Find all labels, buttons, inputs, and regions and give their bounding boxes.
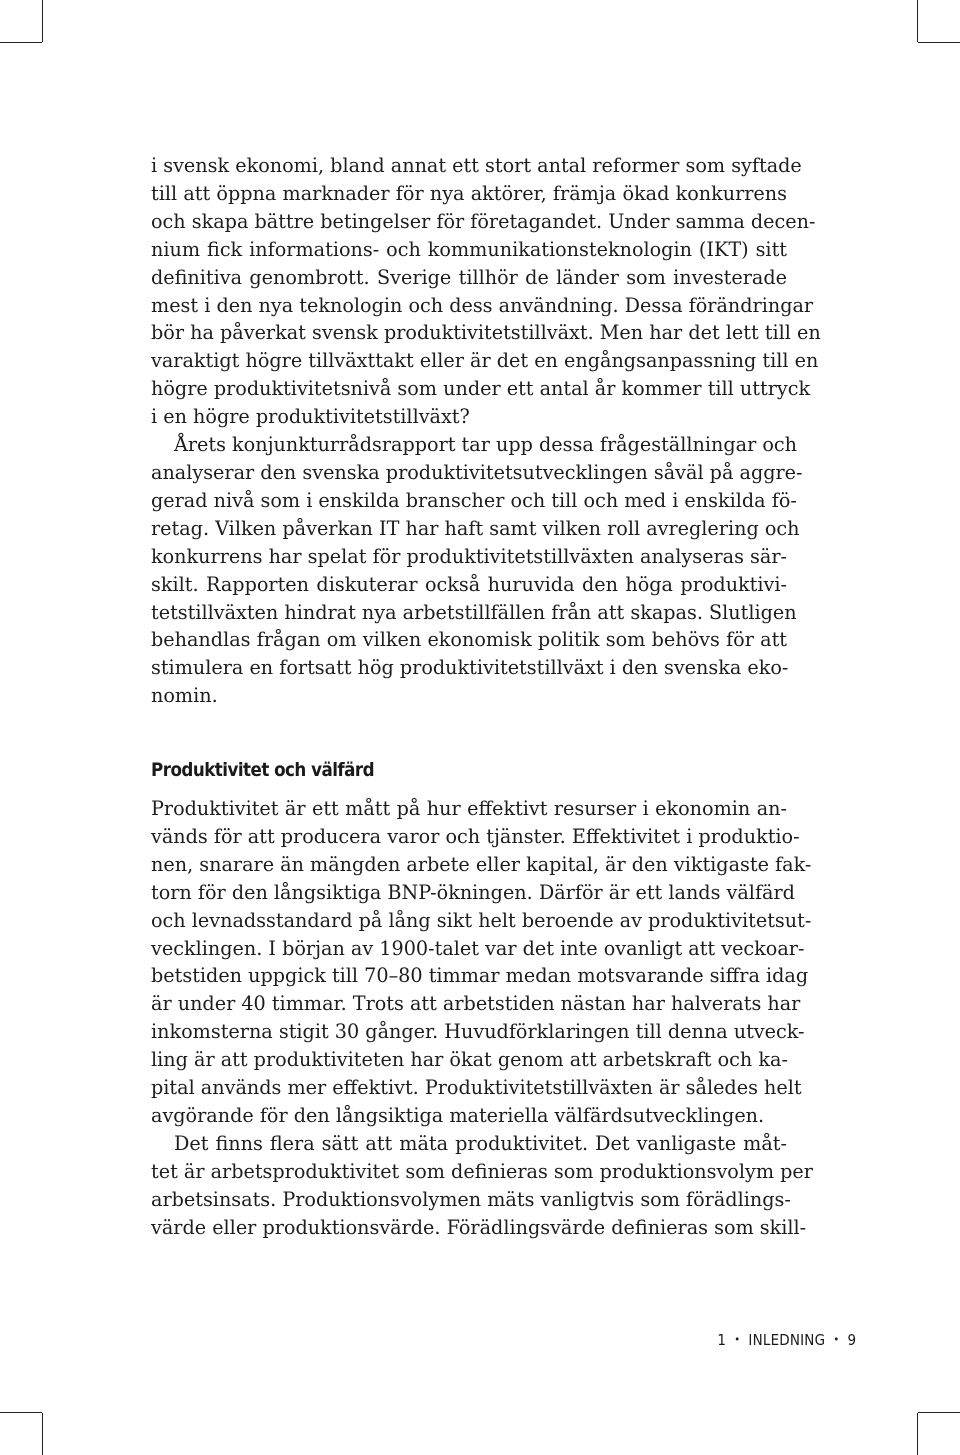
text-line: och levnadsstandard på lång sikt helt beroende av produktivitetsut- (151, 908, 812, 932)
text-line: behandlas frågan om vilken ekonomisk politik som behövs för att (151, 628, 787, 652)
chapter-title: INLEDNING (748, 1331, 825, 1349)
text-line: betstiden uppgick till 70–80 timmar medan motsvarande siffra idag (151, 964, 809, 988)
text-line: gerad nivå som i enskilda branscher och till och med i enskilda fö- (151, 488, 797, 512)
text-line: och skapa bättre betingelser för företagandet. Under samma decen- (151, 209, 816, 233)
section-heading: Produktivitet och välfärd (151, 759, 375, 781)
text-line: avgörande för den långsiktiga materiella välfärdsutvecklingen. (151, 1103, 765, 1127)
crop-mark-bottom-right (917, 1413, 918, 1455)
page-number: 9 (847, 1331, 856, 1349)
text-line: nium fick informations- och kommunikationsteknologin (IKT) sitt (151, 237, 787, 261)
text-line: Produktivitet är ett mått på hur effektivt resurser i ekonomin an- (151, 797, 787, 820)
chapter-number: 1 (717, 1331, 726, 1349)
text-line: högre produktivitetsnivå som under ett antal år kommer till uttryck (151, 377, 811, 401)
text-line: tetstillväxten hindrat nya arbetstillfällen från att skapas. Slutligen (151, 600, 797, 624)
text-line: skilt. Rapporten diskuterar också huruvida den höga produktivi- (151, 572, 787, 596)
text-line: definitiva genombrott. Sverige tillhör de länder som investerade (151, 265, 787, 289)
text-line: Det finns flera sätt att mäta produktivitet. Det vanligaste måt- (174, 1131, 787, 1155)
text-line: nomin. (151, 684, 218, 708)
body-text-continued (151, 152, 821, 710)
text-line: inkomsterna stigit 30 gånger. Huvudförklaringen till denna utveck- (151, 1020, 805, 1044)
text-line: vänds för att producera varor och tjänster. Effektivitet i produktio- (151, 824, 800, 848)
crop-mark-top-right (917, 0, 918, 42)
text-line: vecklingen. I början av 1900-talet var det inte ovanligt att veckoar- (151, 936, 805, 960)
text-line: konkurrens har spelat för produktivitetstillväxten analyseras sär- (151, 544, 787, 568)
text-line: retag. Vilken påverkan IT har haft samt vilken roll avreglering och (151, 516, 800, 540)
text-line: i svensk ekonomi, bland annat ett stort antal reformer som syftade (151, 154, 802, 177)
crop-mark-bottom-left (42, 1413, 43, 1455)
text-line: i en högre produktivitetstillväxt? (151, 405, 470, 429)
footer-separator: • (734, 1333, 741, 1346)
text-line: värde eller produktionsvärde. Förädlingsvärde definieras som skill- (151, 1215, 807, 1239)
text-line: analyserar den svenska produktivitetsutvecklingen såväl på aggre- (151, 460, 803, 484)
crop-mark-top-left (42, 0, 43, 42)
text-line: Årets konjunkturrådsrapport tar upp dessa frågeställningar och (174, 433, 797, 457)
text-line: tet är arbetsproduktivitet som definieras som produktionsvolym per (151, 1159, 813, 1183)
text-line: ling är att produktiviteten har ökat genom att arbetskraft och ka- (151, 1048, 788, 1072)
crop-mark-bottom-left (0, 1412, 42, 1413)
section-body-text (151, 795, 813, 1242)
page-footer (717, 1331, 856, 1349)
text-line: stimulera en fortsatt hög produktivitetstillväxt i den svenska eko- (151, 656, 789, 680)
text-line: till att öppna marknader för nya aktörer, främja ökad konkurrens (151, 181, 787, 205)
text-line: arbetsinsats. Produktionsvolymen mäts vanligtvis som förädlings- (151, 1187, 791, 1211)
text-line: är under 40 timmar. Trots att arbetstiden nästan har halverats har (151, 992, 801, 1016)
text-line: pital används mer effektivt. Produktivitetstillväxten är således helt (151, 1076, 802, 1100)
crop-mark-top-right (918, 42, 960, 43)
crop-mark-top-left (0, 42, 42, 43)
text-line: torn för den långsiktiga BNP-ökningen. Därför är ett lands välfärd (151, 880, 795, 904)
text-line: varaktigt högre tillväxttakt eller är det en engångsanpassning till en (151, 349, 819, 373)
footer-separator: • (833, 1333, 840, 1346)
text-line: bör ha påverkat svensk produktivitetstillväxt. Men har det lett till en (151, 321, 821, 345)
crop-mark-bottom-right (918, 1412, 960, 1413)
text-line: nen, snarare än mängden arbete eller kapital, är den viktigaste fak- (151, 852, 812, 876)
text-line: mest i den nya teknologin och dess användning. Dessa förändringar (151, 293, 814, 317)
